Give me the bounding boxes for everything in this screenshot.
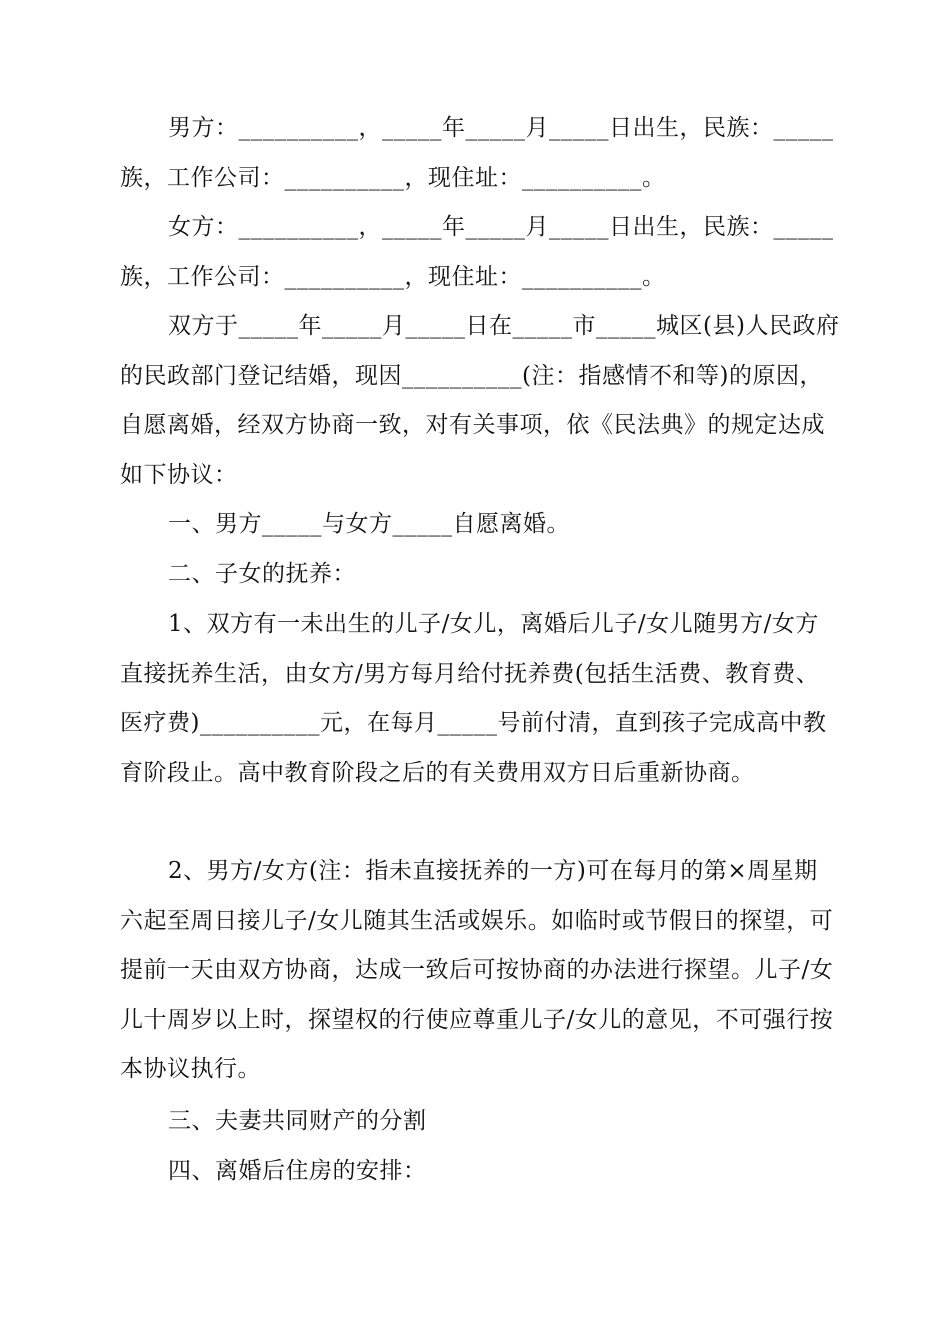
- paragraph-clause-two-heading: 二、子女的抚养：: [168, 561, 356, 587]
- paragraph-clause-one: 一、男方_____与女方_____自愿离婚。: [168, 511, 570, 537]
- paragraph-husband-info: 男方：__________，_____年_____月_____日出生，民族：_____族，工作公司：__________，现住址：__________。: [120, 115, 834, 191]
- paragraph-wife-info: 女方：__________，_____年_____月_____日出生，民族：_____族，工作公司：__________，现住址：__________。: [120, 214, 834, 290]
- paragraph-marriage-registration: 双方于_____年_____月_____日在_____市_____城区(县)人民政府的民政部门登记结婚，现因__________(注：指感情不和等)的原因，自愿离婚，经双方协商一致，对有关事项，依《民法典》的规定达成如下协议：: [120, 313, 840, 488]
- paragraph-child-support: 1、双方有一未出生的儿子/女儿，离婚后儿子/女儿随男方/女方直接抚养生活，由女方/男方每月给付抚养费(包括生活费、教育费、医疗费)__________元，在每月_____号前付清，直到孩子完成高中教育阶段止。高中教育阶段之后的有关费用双方日后重新协商。: [120, 611, 827, 786]
- paragraph-clause-four-heading: 四、离婚后住房的安排：: [168, 1158, 427, 1184]
- paragraph-visitation: 2、男方/女方(注：指未直接抚养的一方)可在每月的第×周星期六起至周日接儿子/女儿随其生活或娱乐。如临时或节假日的探望，可提前一天由双方协商，达成一致后可按协商的办法进行探望。儿子/女儿十周岁以上时，探望权的行使应尊重儿子/女儿的意见，不可强行按本协议执行。: [120, 858, 834, 1082]
- paragraph-clause-three-heading: 三、夫妻共同财产的分割: [168, 1108, 427, 1134]
